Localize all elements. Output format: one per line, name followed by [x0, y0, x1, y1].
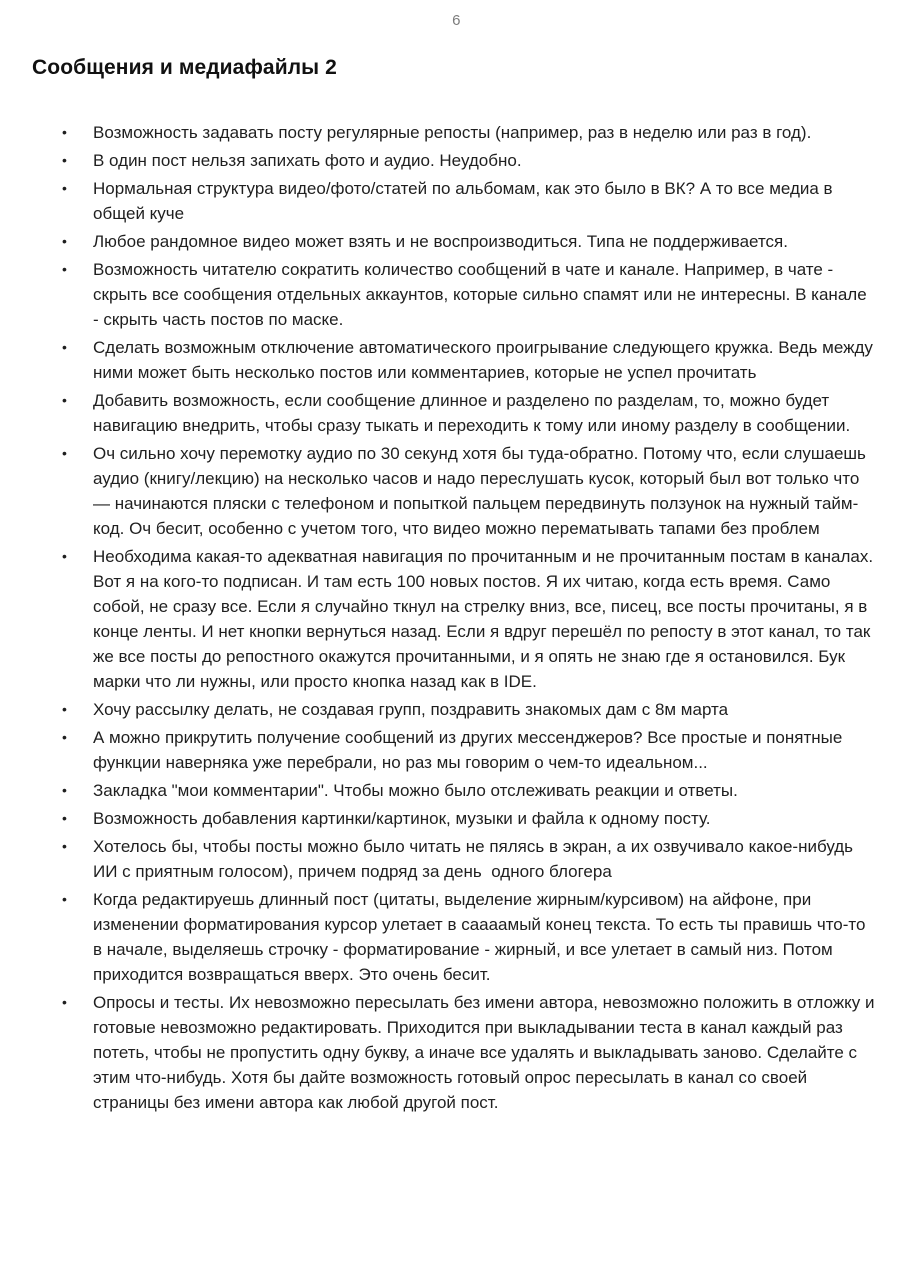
bullet-icon: • [62, 261, 67, 277]
bullet-icon: • [62, 152, 67, 168]
bullet-icon: • [62, 233, 67, 249]
list-item-text: Любое рандомное видео может взять и не воспроизводиться. Типа не поддерживается. [93, 232, 788, 251]
list-item [62, 176, 875, 226]
list-item [62, 257, 875, 332]
list-item [62, 544, 878, 694]
list-item-text: А можно прикрутить получение сообщений из других мессенджеров? Все простые и понятные функции наверняка уже перебрали, но раз мы говорим о чем-то идеальном... [93, 728, 848, 772]
list-item-text: Когда редактируешь длинный пост (цитаты, выделение жирным/курсивом) на айфоне, при изменении форматирования курсор улетает в саааамый конец текста. То есть ты правишь что-то в начале, выделяешь строчку - форматирование - жирный, и все улетает в самый низ. Потом приходится возвращаться вверх. Это очень бесит. [93, 890, 871, 984]
bullet-icon: • [62, 838, 67, 854]
list-item [62, 806, 875, 831]
list-item [62, 725, 875, 775]
list-item-text: Нормальная структура видео/фото/статей по альбомам, как это было в ВК? А то все медиа в общей куче [93, 179, 838, 223]
list-item-text: Добавить возможность, если сообщение длинное и разделено по разделам, то, можно будет навигацию внедрить, чтобы сразу тыкать и переходить к тому или иному разделу в сообщении. [93, 391, 851, 435]
bullet-icon: • [62, 782, 67, 798]
bullet-icon: • [62, 729, 67, 745]
list-item [62, 441, 875, 541]
list-item [62, 697, 875, 722]
list-item-text: Необходима какая-то адекватная навигация по прочитанным и не прочитанным постам в каналах. Вот я на кого-то подписан. И там есть 100 новых постов. Я их читаю, когда есть время. Само собой, не сразу все. Если я случайно ткнул на стрелку вниз, все, писец, все посты прочитаны, я в конце ленты. И нет кнопки вернуться назад. Если я вдруг перешёл по репосту в этот канал, то так же все посты до репостного окажутся прочитанными, и я опять не знаю где я остановился. Бук марки что ли нужны, или просто кнопка назад как в IDE. [93, 547, 878, 691]
list-item-text: В один пост нельзя запихать фото и аудио. Неудобно. [93, 151, 522, 170]
list-item [62, 990, 880, 1115]
list-item-text: Хочу рассылку делать, не создавая групп, поздравить знакомых дам с 8м марта [93, 700, 729, 719]
bullet-icon: • [62, 891, 67, 907]
list-item-text: Закладка "мои комментарии". Чтобы можно было отслеживать реакции и ответы. [93, 781, 738, 800]
list-item-text: Возможность читателю сократить количество сообщений в чате и канале. Например, в чате - скрыть все сообщения отдельных аккаунтов, которые сильно спамят или не интересны. В канале - скрыть часть постов по маске. [93, 260, 872, 329]
list-item-text: Сделать возможным отключение автоматического проигрывание следующего кружка. Ведь между ними может быть несколько постов или комментариев, которые не успел прочитать [93, 338, 878, 382]
bullet-icon: • [62, 994, 67, 1010]
list-item-text: Хотелось бы, чтобы посты можно было читать не пялясь в экран, а их озвучивало какое-нибудь ИИ с приятным голосом), причем подряд за день одного блогера [93, 837, 858, 881]
bullet-icon: • [62, 445, 67, 461]
bullet-icon: • [62, 180, 67, 196]
list-item-text: Оч сильно хочу перемотку аудио по 30 секунд хотя бы туда-обратно. Потому что, если слушаешь аудио (книгу/лекцию) на несколько часов и надо переслушать кусок, который был вот только что — начинаются пляски с телефоном и попыткой пальцем передвинуть ползунок на нужный тайм-код. Оч бесит, особенно с учетом того, что видео можно перематывать тапами без проблем [93, 444, 871, 538]
bullet-icon: • [62, 810, 67, 826]
list-item [62, 388, 875, 438]
page-title: Сообщения и медиафайлы 2 [32, 56, 337, 79]
bullet-icon: • [62, 548, 67, 564]
list-item [62, 229, 875, 254]
list-item-text: Возможность добавления картинки/картинок, музыки и файла к одному посту. [93, 809, 711, 828]
list-item [62, 148, 875, 173]
list-item [62, 120, 875, 145]
list-item-text: Возможность задавать посту регулярные репосты (например, раз в неделю или раз в год). [93, 123, 812, 142]
list-item-text: Опросы и тесты. Их невозможно пересылать без имени автора, невозможно положить в отложку и готовые невозможно редактировать. Приходится при выкладывании теста в канал каждый раз потеть, чтобы не пропустить одну букву, а иначе все удалять и выкладывать заново. Сделайте с этим что-нибудь. Хотя бы дайте возможность готовый опрос пересылать в канал со своей страницы без имени автора как любой другой пост. [93, 993, 880, 1112]
bullet-icon: • [62, 701, 67, 717]
list-item [62, 834, 875, 884]
list-item [62, 887, 875, 987]
bullet-icon: • [62, 392, 67, 408]
list-item [62, 778, 875, 803]
bullet-icon: • [62, 124, 67, 140]
bullet-icon: • [62, 339, 67, 355]
bullet-list [0, 120, 913, 1115]
page-number: 6 [452, 12, 461, 29]
list-item [62, 335, 878, 385]
